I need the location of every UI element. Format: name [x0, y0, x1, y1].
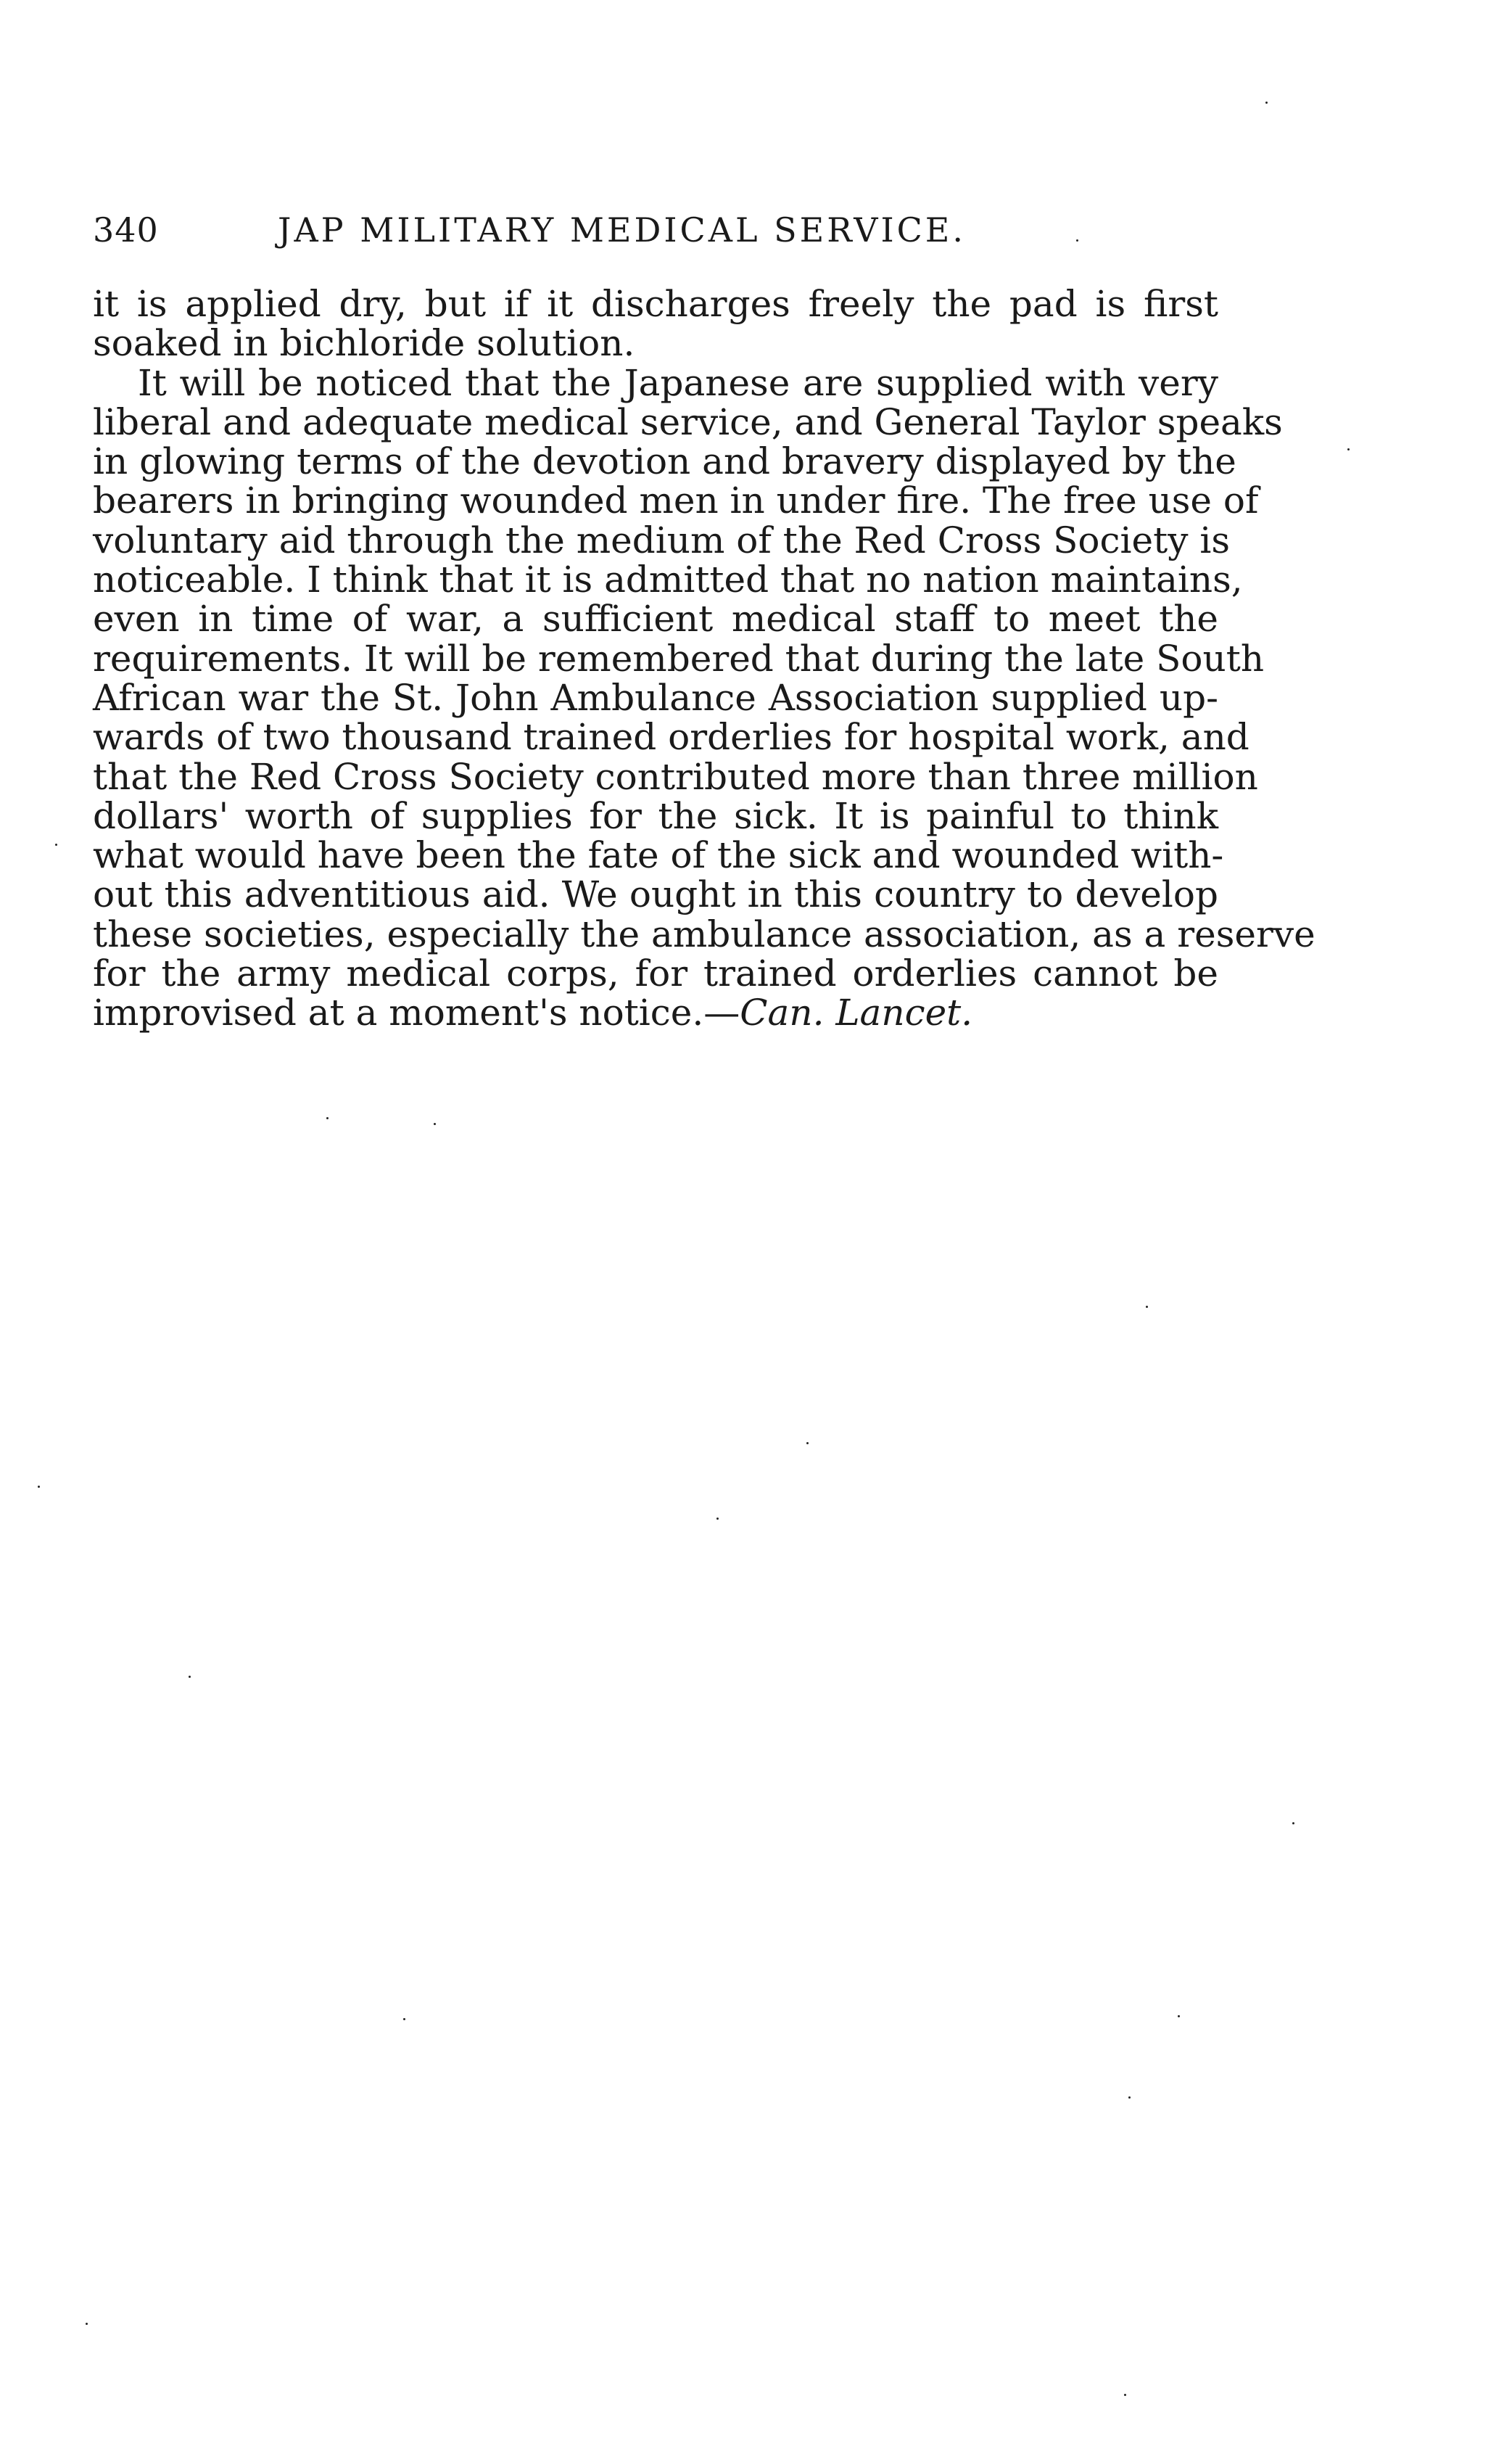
final-line-text: improvised at a moment's notice.— [93, 992, 740, 1034]
scan-speck [1292, 1822, 1294, 1824]
text-line: out this adventitious aid. We ought in this country to develop [93, 873, 1218, 916]
text-line: noticeable. I think that it is admitted that no nation maintains, [93, 559, 1243, 601]
scan-speck [1265, 102, 1268, 104]
page-header [93, 205, 1224, 255]
scan-speck [38, 1486, 40, 1488]
source-citation: Can. Lancet. [740, 992, 973, 1034]
text-line-final [93, 993, 1218, 1032]
scan-speck [189, 1676, 191, 1678]
scan-speck [326, 1117, 329, 1119]
text-line: bearers in bringing wounded men in under fire. The free use of [93, 479, 1259, 522]
text-line: it is applied dry, but if it discharges freely the pad is first [93, 283, 1218, 325]
scan-speck [86, 2323, 88, 2325]
text-line: even in time of war, a sufficient medical staff to meet the [93, 598, 1218, 641]
text-line: soaked in bichloride solution. [93, 322, 635, 365]
text-line: African war the St. John Ambulance Association supplied up- [93, 676, 1218, 719]
text-line: for the army medical corps, for trained orderlies cannot be [93, 952, 1218, 995]
scan-speck [1128, 2096, 1131, 2099]
text-line: in glowing terms of the devotion and bravery displayed by the [93, 440, 1236, 483]
text-line: that the Red Cross Society contributed more than three million [93, 755, 1258, 798]
text-line: what would have been the fate of the sick and wounded with- [93, 834, 1224, 877]
text-line: dollars' worth of supplies for the sick. It is painful to think [93, 794, 1218, 837]
scan-speck [1146, 1306, 1148, 1308]
scan-speck [403, 2018, 405, 2020]
body-text [93, 283, 1315, 1034]
scan-speck [55, 844, 57, 846]
scan-speck [1347, 448, 1350, 450]
paragraph-first-line: It will be noticed that the Japanese are supplied with very [138, 361, 1218, 404]
running-head: JAP MILITARY MEDICAL SERVICE. [278, 210, 967, 250]
text-line: requirements. It will be remembered that during the late South [93, 637, 1265, 680]
text-line: voluntary aid through the medium of the Red Cross Society is [93, 519, 1230, 561]
scan-speck [1124, 2394, 1126, 2396]
text-line: liberal and adequate medical service, and General Taylor speaks [93, 400, 1283, 443]
text-line: these societies, especially the ambulance association, as a reserve [93, 913, 1315, 955]
scan-speck [1178, 2015, 1180, 2017]
page-number: 340 [93, 210, 159, 250]
scan-speck [806, 1442, 809, 1444]
scan-speck [434, 1123, 436, 1125]
scan-speck [1076, 239, 1078, 242]
text-line: wards of two thousand trained orderlies for hospital work, and [93, 716, 1249, 759]
scan-speck [716, 1518, 719, 1520]
